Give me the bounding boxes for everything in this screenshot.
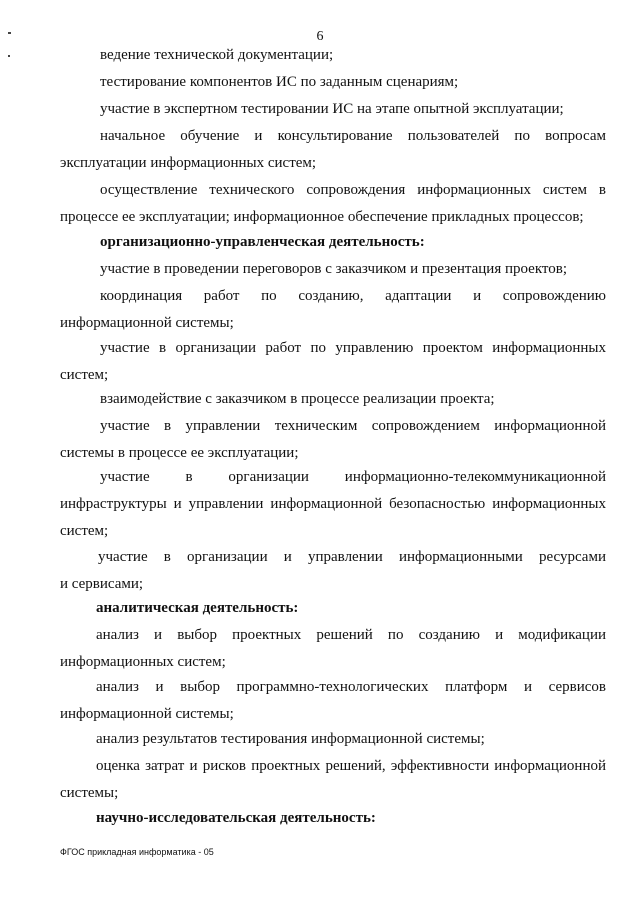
paragraph	[100, 256, 567, 283]
paragraph	[60, 335, 606, 389]
text-line: эксплуатации информационных систем;	[60, 155, 317, 171]
heading-text: организационно-управленческая деятельность:	[100, 234, 425, 250]
text-line: информационных систем;	[60, 654, 226, 670]
paragraph	[100, 96, 564, 123]
text-line: инфраструктуры и управлении информационной безопасностью информационных	[60, 496, 606, 512]
paragraph	[60, 622, 606, 676]
text-line: участие в управлении техническим сопровождением информационной	[100, 418, 606, 434]
text-line: процессе ее эксплуатации; информационное обеспечение прикладных процессов;	[60, 209, 584, 225]
paragraph	[100, 69, 458, 96]
text-line: осуществление технического сопровождения информационных систем в	[100, 182, 606, 198]
text-line: системы;	[60, 785, 119, 801]
text-line: анализ результатов тестирования информационной системы;	[96, 731, 485, 747]
text-line: анализ и выбор проектных решений по созданию и модификации	[96, 627, 606, 643]
text-line: систем;	[60, 367, 109, 383]
paragraph	[100, 386, 495, 413]
text-line: ведение технической документации;	[100, 47, 334, 63]
text-line: участие в организации информационно-телекоммуникационной	[100, 469, 606, 485]
paragraph	[96, 726, 485, 753]
text-line: тестирование компонентов ИС по заданным сценариям;	[100, 74, 459, 90]
paragraph	[60, 674, 606, 728]
paragraph	[60, 464, 606, 545]
text-line: анализ и выбор программно-технологических платформ и сервисов	[96, 679, 606, 695]
section-heading	[100, 229, 425, 256]
paragraph	[60, 413, 606, 467]
text-line: информационной системы;	[60, 706, 234, 722]
paragraph	[60, 544, 606, 598]
text-line: начальное обучение и консультирование пользователей по вопросам	[100, 128, 606, 144]
text-line: оценка затрат и рисков проектных решений, эффективности информационной	[96, 758, 606, 774]
text-line: участие в проведении переговоров с заказчиком и презентация проектов;	[100, 261, 568, 277]
paragraph	[60, 177, 606, 231]
section-heading	[96, 595, 298, 622]
page-number: 6	[316, 29, 324, 44]
text-line: взаимодействие с заказчиком в процессе реализации проекта;	[100, 391, 495, 407]
text-line: участие в экспертном тестировании ИС на этапе опытной эксплуатации;	[100, 101, 564, 117]
section-heading	[96, 805, 376, 832]
text-line: и сервисами;	[60, 576, 144, 592]
paragraph	[60, 123, 606, 177]
scan-mark-dot	[8, 55, 10, 57]
paragraph	[60, 283, 606, 337]
text-line: участие в организации и управлении информационными ресурсами	[98, 549, 606, 565]
text-line: координация работ по созданию, адаптации и сопровождению	[100, 288, 606, 304]
heading-text: научно-исследовательская деятельность:	[96, 810, 376, 826]
text-line: системы в процессе ее эксплуатации;	[60, 445, 299, 461]
text-line: систем;	[60, 523, 109, 539]
paragraph	[100, 42, 333, 69]
heading-text: аналитическая деятельность:	[96, 600, 299, 616]
text-line: участие в организации работ по управлению проектом информационных	[100, 340, 606, 356]
document-footer: ФГОС прикладная информатика - 05	[60, 847, 214, 857]
text-line: информационной системы;	[60, 315, 234, 331]
paragraph	[60, 753, 606, 807]
